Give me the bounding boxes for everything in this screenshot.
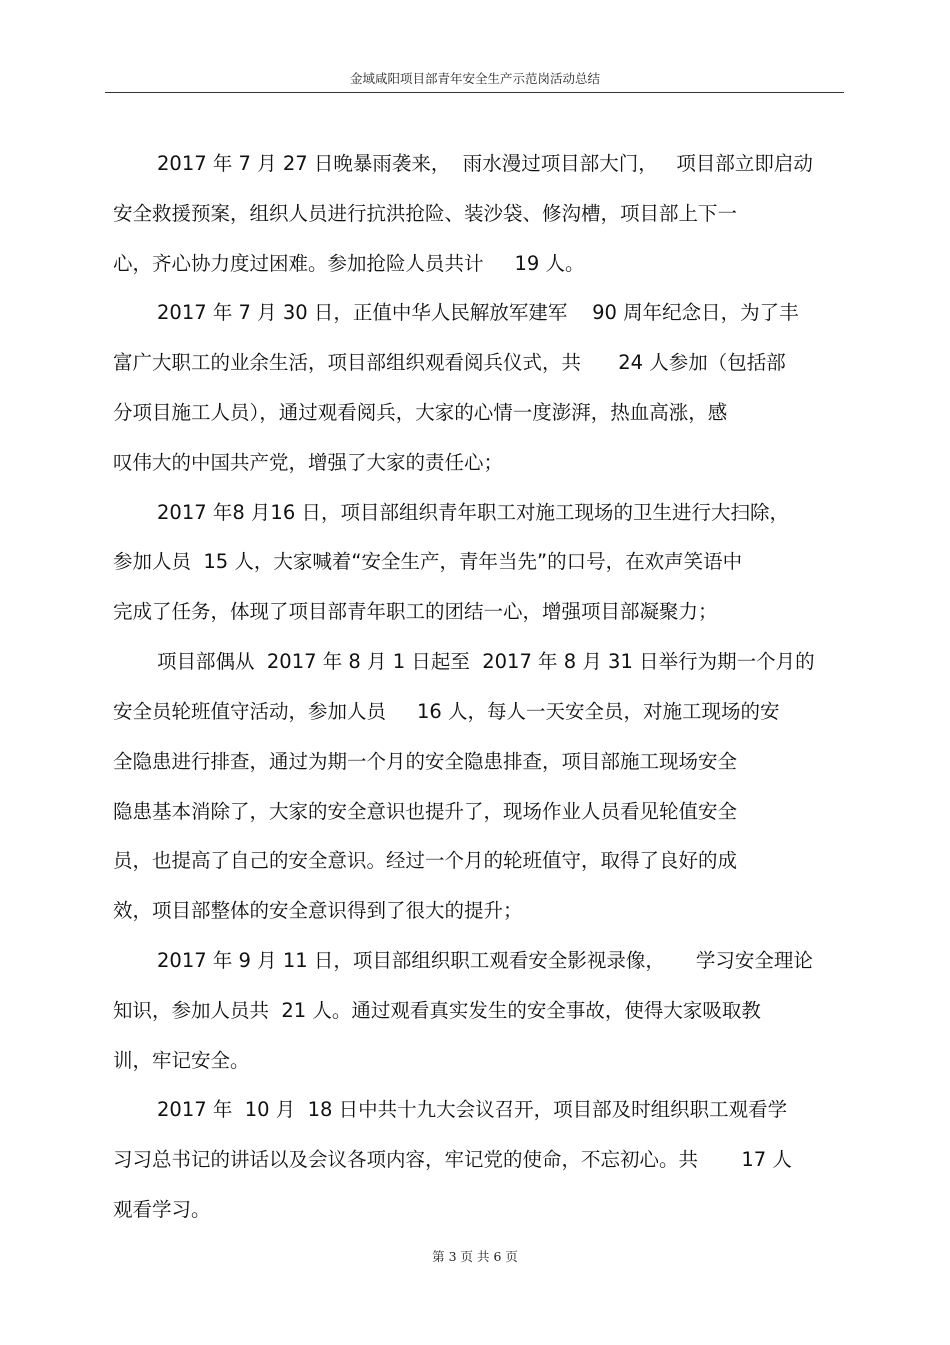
body-line: 分项目施工人员），通过观看阅兵，大家的心情一度澎湃，热血高涨，感 bbox=[113, 401, 728, 424]
body-line: 安全救援预案，组织人员进行抗洪抢险、装沙袋、修沟槽，项目部上下一 bbox=[113, 202, 738, 225]
header-rule bbox=[105, 92, 844, 93]
body-line: 2017 年 7 月 30 日，正值中华人民解放军建军 90 周年纪念日，为了丰 bbox=[157, 301, 799, 324]
body-line: 习习总书记的讲话以及会议各项内容，牢记党的使命，不忘初心。共 17 人 bbox=[113, 1148, 792, 1171]
body-line: 安全员轮班值守活动，参加人员 16 人，每人一天安全员，对施工现场的安 bbox=[113, 700, 780, 723]
page-header-title: 金域咸阳项目部青年安全生产示范岗活动总结 bbox=[349, 71, 600, 86]
body-line: 项目部偶从 2017 年 8 月 1 日起至 2017 年 8 月 31 日举行为期一个月的 bbox=[157, 650, 815, 673]
body-line: 2017 年 9 月 11 日，项目部组织职工观看安全影视录像， 学习安全理论 bbox=[157, 949, 813, 972]
body-line: 知识，参加人员共 21 人。通过观看真实发生的安全事故，使得大家吸取教 bbox=[113, 999, 761, 1022]
body-line: 参加人员 15 人，大家喊着“安全生产，青年当先”的口号，在欢声笑语中 bbox=[113, 550, 743, 573]
body-line: 员，也提高了自己的安全意识。经过一个月的轮班值守，取得了良好的成 bbox=[113, 849, 738, 872]
body-line: 2017 年8 月16 日，项目部组织青年职工对施工现场的卫生进行大扫除， bbox=[157, 501, 789, 524]
body-line: 全隐患进行排查，通过为期一个月的安全隐患排查，项目部施工现场安全 bbox=[113, 750, 738, 773]
body-line: 心，齐心协力度过困难。参加抢险人员共计 19 人。 bbox=[113, 252, 585, 275]
body-line: 叹伟大的中国共产党，增强了大家的责任心； bbox=[113, 451, 504, 474]
body-line: 隐患基本消除了，大家的安全意识也提升了，现场作业人员看见轮值安全 bbox=[113, 800, 738, 823]
body-line: 观看学习。 bbox=[113, 1198, 211, 1221]
body-line: 富广大职工的业余生活，项目部组织观看阅兵仪式，共 24 人参加（包括部 bbox=[113, 351, 786, 374]
body-line: 完成了任务，体现了项目部青年职工的团结一心，增强项目部凝聚力； bbox=[113, 600, 718, 623]
body-line: 2017 年 7 月 27 日晚暴雨袭来， 雨水漫过项目部大门， 项目部立即启动 bbox=[157, 152, 813, 175]
page-number-footer: 第 3 页 共 6 页 bbox=[432, 1249, 518, 1264]
body-line: 训，牢记安全。 bbox=[113, 1049, 250, 1072]
body-line: 效，项目部整体的安全意识得到了很大的提升； bbox=[113, 899, 523, 922]
body-line: 2017 年 10 月 18 日中共十九大会议召开，项目部及时组织职工观看学 bbox=[157, 1098, 788, 1121]
